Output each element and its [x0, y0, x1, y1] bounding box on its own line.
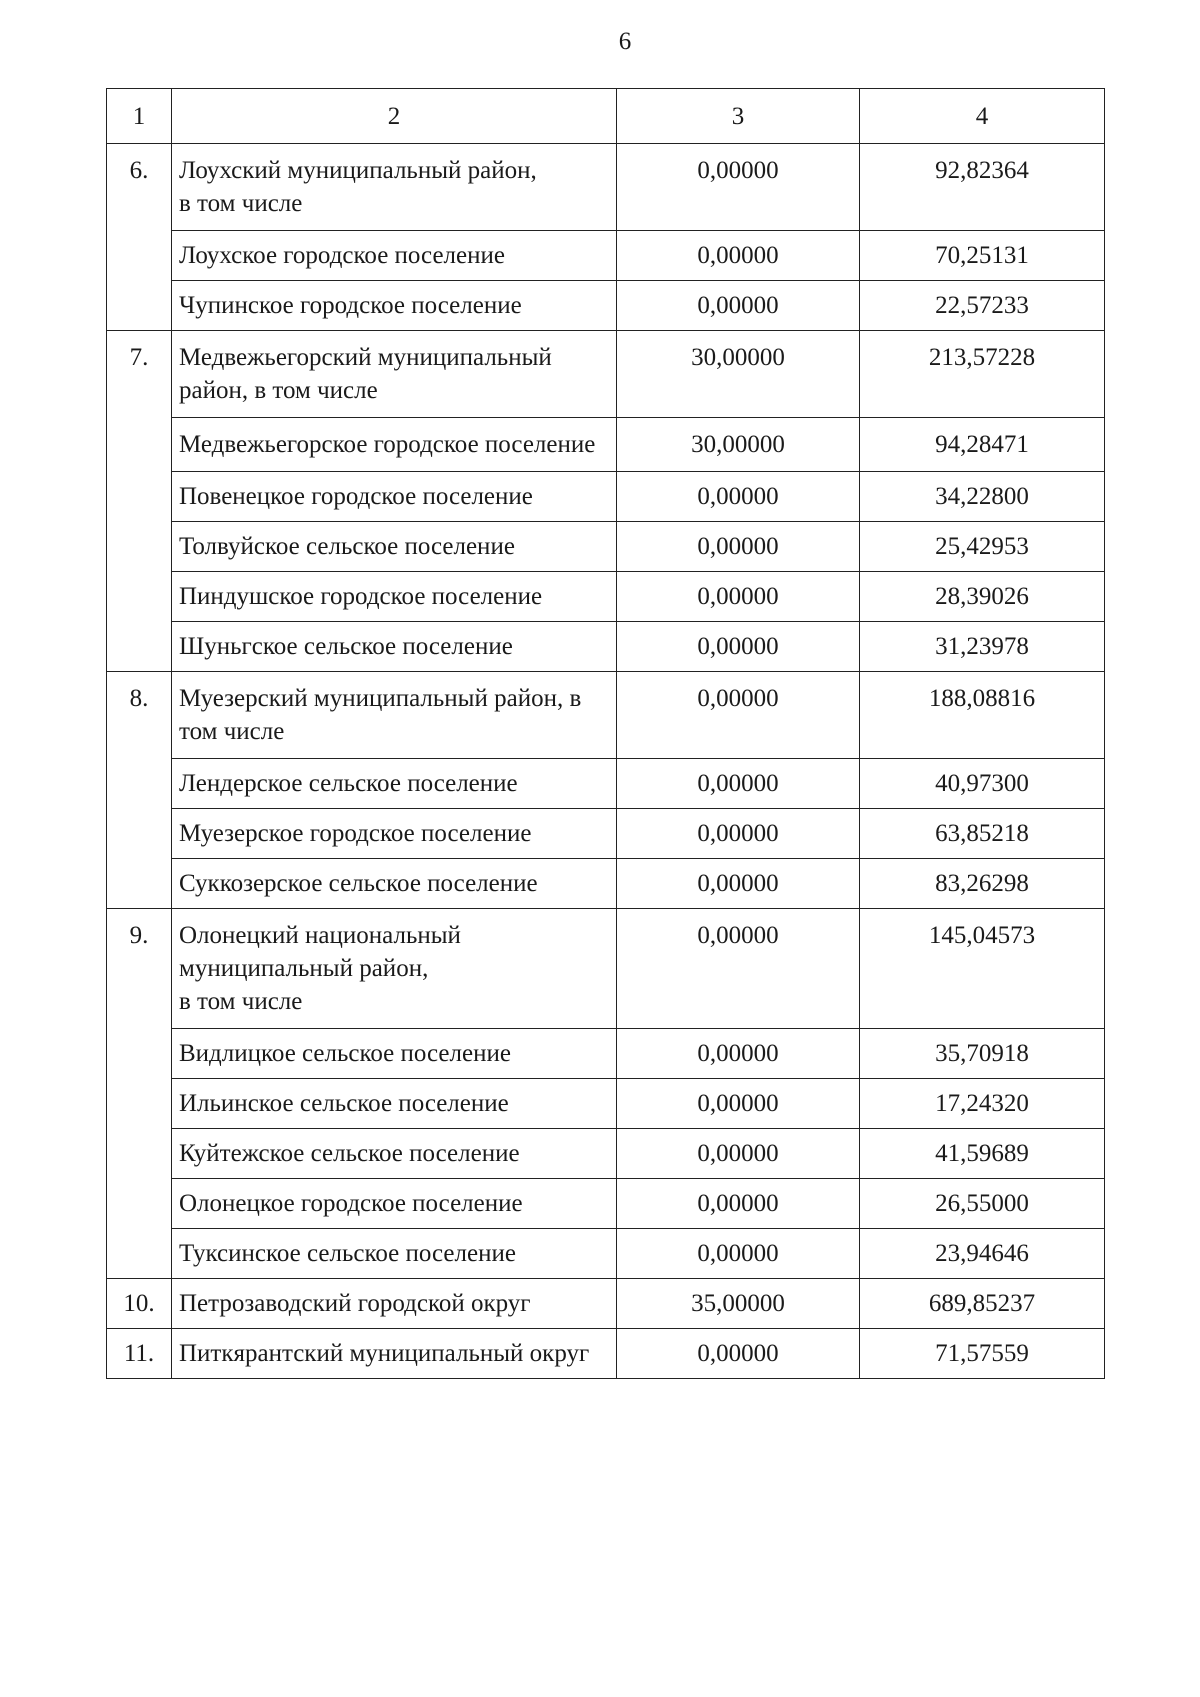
municipality-name: Шуньгское сельское поселение: [172, 622, 617, 672]
value-col3: 0,00000: [617, 1079, 860, 1129]
value-col4: 63,85218: [860, 809, 1105, 859]
municipality-name: Толвуйское сельское поселение: [172, 522, 617, 572]
row-number: 7.: [107, 331, 172, 672]
value-col4: 31,23978: [860, 622, 1105, 672]
value-col4: 22,57233: [860, 281, 1105, 331]
value-col4: 71,57559: [860, 1329, 1105, 1379]
table-row: [107, 231, 1105, 281]
row-number: 9.: [107, 909, 172, 1279]
table-row: [107, 1279, 1105, 1329]
table-row: [107, 1179, 1105, 1229]
table-row: [107, 472, 1105, 522]
value-col4: 34,22800: [860, 472, 1105, 522]
data-table: [106, 88, 1105, 1379]
value-col4: 40,97300: [860, 759, 1105, 809]
value-col4: 92,82364: [860, 144, 1105, 231]
municipality-name: Питкярантский муниципальный округ: [172, 1329, 617, 1379]
table-row: [107, 622, 1105, 672]
value-col4: 41,59689: [860, 1129, 1105, 1179]
value-col3: 0,00000: [617, 1329, 860, 1379]
table-row: [107, 859, 1105, 909]
value-col3: 0,00000: [617, 231, 860, 281]
value-col4: 70,25131: [860, 231, 1105, 281]
table-body: [107, 89, 1105, 1379]
value-col3: 0,00000: [617, 859, 860, 909]
value-col3: 0,00000: [617, 144, 860, 231]
value-col4: 17,24320: [860, 1079, 1105, 1129]
value-col4: 35,70918: [860, 1029, 1105, 1079]
value-col4: 145,04573: [860, 909, 1105, 1029]
header-cell: 4: [860, 89, 1105, 144]
table-row: [107, 909, 1105, 1029]
value-col3: 30,00000: [617, 418, 860, 472]
header-cell: 1: [107, 89, 172, 144]
value-col3: 0,00000: [617, 1029, 860, 1079]
value-col3: 0,00000: [617, 759, 860, 809]
value-col4: 28,39026: [860, 572, 1105, 622]
value-col4: 94,28471: [860, 418, 1105, 472]
municipality-name: Муезерское городское поселение: [172, 809, 617, 859]
table-row: [107, 572, 1105, 622]
value-col4: 188,08816: [860, 672, 1105, 759]
value-col3: 0,00000: [617, 572, 860, 622]
municipality-name: Лоухский муниципальный район, в том числе: [172, 144, 617, 231]
value-col3: 0,00000: [617, 672, 860, 759]
table-row: [107, 418, 1105, 472]
table-row: [107, 1129, 1105, 1179]
municipality-name: Лендерское сельское поселение: [172, 759, 617, 809]
table-row: [107, 759, 1105, 809]
value-col4: 23,94646: [860, 1229, 1105, 1279]
table-row: [107, 809, 1105, 859]
municipality-name: Олонецкий национальный муниципальный район, в том числе: [172, 909, 617, 1029]
municipality-name: Пиндушское городское поселение: [172, 572, 617, 622]
value-col3: 0,00000: [617, 1129, 860, 1179]
municipality-name: Суккозерское сельское поселение: [172, 859, 617, 909]
municipality-name: Муезерский муниципальный район, в том числе: [172, 672, 617, 759]
table-row: [107, 1079, 1105, 1129]
header-cell: 2: [172, 89, 617, 144]
municipality-name: Медвежьегорский муниципальный район, в том числе: [172, 331, 617, 418]
municipality-name: Олонецкое городское поселение: [172, 1179, 617, 1229]
table-row: [107, 1029, 1105, 1079]
table-row: [107, 522, 1105, 572]
value-col3: 0,00000: [617, 622, 860, 672]
value-col3: 30,00000: [617, 331, 860, 418]
municipality-name: Туксинское сельское поселение: [172, 1229, 617, 1279]
table-header-row: [107, 89, 1105, 144]
value-col4: 689,85237: [860, 1279, 1105, 1329]
value-col4: 83,26298: [860, 859, 1105, 909]
table-row: [107, 144, 1105, 231]
header-cell: 3: [617, 89, 860, 144]
municipality-name: Видлицкое сельское поселение: [172, 1029, 617, 1079]
value-col3: 0,00000: [617, 909, 860, 1029]
table-row: [107, 672, 1105, 759]
table-row: [107, 281, 1105, 331]
value-col3: 0,00000: [617, 1229, 860, 1279]
row-number: 8.: [107, 672, 172, 909]
value-col4: 25,42953: [860, 522, 1105, 572]
value-col3: 35,00000: [617, 1279, 860, 1329]
row-number: 11.: [107, 1329, 172, 1379]
municipality-name: Повенецкое городское поселение: [172, 472, 617, 522]
table-row: [107, 331, 1105, 418]
municipality-name: Чупинское городское поселение: [172, 281, 617, 331]
table-row: [107, 1329, 1105, 1379]
municipality-name: Петрозаводский городской округ: [172, 1279, 617, 1329]
municipality-name: Куйтежское сельское поселение: [172, 1129, 617, 1179]
municipality-name: Медвежьегорское городское поселение: [172, 418, 617, 472]
municipality-name: Лоухское городское поселение: [172, 231, 617, 281]
row-number: 6.: [107, 144, 172, 331]
value-col3: 0,00000: [617, 809, 860, 859]
page-number: 6: [618, 28, 632, 55]
row-number: 10.: [107, 1279, 172, 1329]
municipality-name: Ильинское сельское поселение: [172, 1079, 617, 1129]
value-col3: 0,00000: [617, 472, 860, 522]
value-col3: 0,00000: [617, 281, 860, 331]
value-col4: 26,55000: [860, 1179, 1105, 1229]
value-col3: 0,00000: [617, 522, 860, 572]
value-col3: 0,00000: [617, 1179, 860, 1229]
value-col4: 213,57228: [860, 331, 1105, 418]
table-row: [107, 1229, 1105, 1279]
